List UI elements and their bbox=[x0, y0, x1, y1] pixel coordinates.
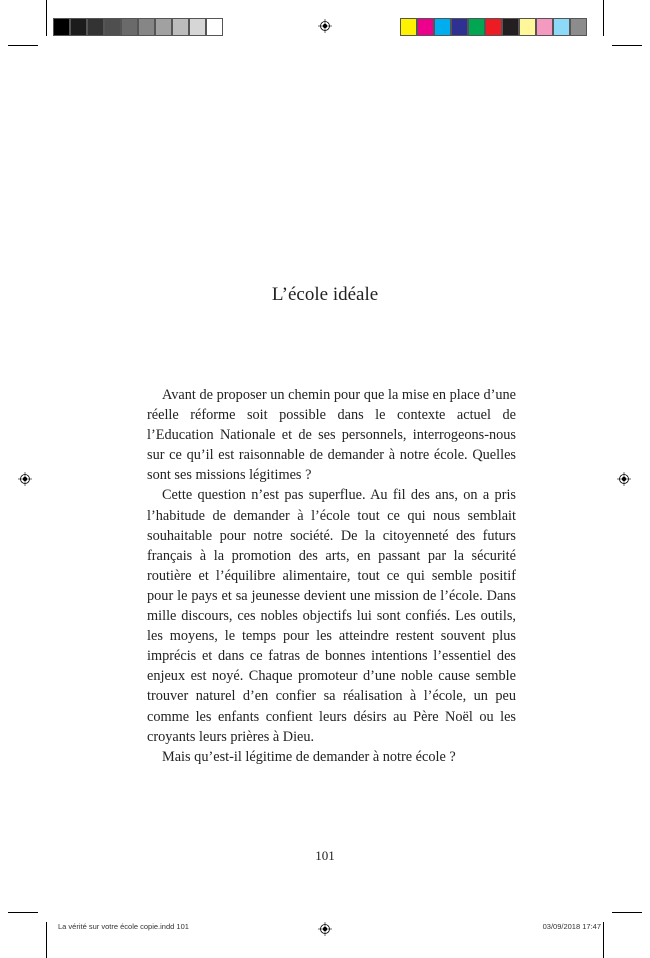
grayscale-control-strip bbox=[53, 18, 223, 36]
crop-mark bbox=[603, 922, 604, 958]
color-swatch bbox=[189, 18, 206, 36]
registration-mark-icon bbox=[318, 19, 332, 33]
color-control-strip bbox=[400, 18, 587, 36]
color-swatch bbox=[468, 18, 485, 36]
color-swatch bbox=[570, 18, 587, 36]
color-swatch bbox=[121, 18, 138, 36]
crop-mark bbox=[46, 922, 47, 958]
color-swatch bbox=[400, 18, 417, 36]
registration-mark-icon bbox=[617, 472, 631, 486]
color-swatch bbox=[206, 18, 223, 36]
crop-mark bbox=[46, 0, 47, 36]
color-swatch bbox=[485, 18, 502, 36]
paragraph: Cette question n’est pas superflue. Au fil des ans, on a pris l’habitude de demander à l’école tout ce qui nous semblait souhaitable pour notre société. De la citoyenneté des futurs français à la promotion des arts, en passant par la sécurité routière et l’équilibre alimentaire, tout ce qui semble positif pour le pays et sa jeunesse devient une mission de l’école. Dans mille discours, ces nobles objectifs lui sont confiés. Les outils, les moyens, le temps pour les atteindre restent souvent plus imprécis et dans ce fatras de bonnes intentions l’essentiel des enjeux est noyé. Chaque promoteur d’une noble cause semble trouver naturel d’en confier sa réalisation à l’école, un peu comme les enfants confient leurs désirs au Père Noël ou les croyants leurs prières à Dieu. bbox=[147, 487, 516, 745]
color-swatch bbox=[104, 18, 121, 36]
slug-timestamp: 03/09/2018 17:47 bbox=[542, 922, 601, 931]
color-swatch bbox=[172, 18, 189, 36]
color-swatch bbox=[417, 18, 434, 36]
slug-filename: La vérité sur votre école copie.indd 101 bbox=[58, 922, 189, 931]
body-text bbox=[147, 385, 516, 767]
crop-mark bbox=[612, 45, 642, 46]
crop-mark bbox=[603, 0, 604, 36]
color-swatch bbox=[502, 18, 519, 36]
crop-mark bbox=[8, 45, 38, 46]
color-swatch bbox=[53, 18, 70, 36]
paragraph: Avant de proposer un chemin pour que la mise en place d’une réelle réforme soit possible dans le contexte actuel de l’Education Nationale et de ses personnels, interrogeons-nous sur ce qu’il est raisonnable de demander à notre école. Quelles sont ses missions légitimes ? bbox=[147, 387, 516, 484]
color-swatch bbox=[451, 18, 468, 36]
registration-mark-icon bbox=[18, 472, 32, 486]
color-swatch bbox=[536, 18, 553, 36]
page-number: 101 bbox=[315, 848, 335, 863]
color-swatch bbox=[155, 18, 172, 36]
paragraph: Mais qu’est-il légitime de demander à notre école ? bbox=[162, 748, 456, 765]
chapter-title: L’école idéale bbox=[271, 284, 379, 305]
color-swatch bbox=[434, 18, 451, 36]
color-swatch bbox=[519, 18, 536, 36]
crop-mark bbox=[8, 912, 38, 913]
color-swatch bbox=[87, 18, 104, 36]
registration-mark-icon bbox=[318, 922, 332, 936]
color-swatch bbox=[138, 18, 155, 36]
color-swatch bbox=[553, 18, 570, 36]
color-swatch bbox=[70, 18, 87, 36]
crop-mark bbox=[612, 912, 642, 913]
